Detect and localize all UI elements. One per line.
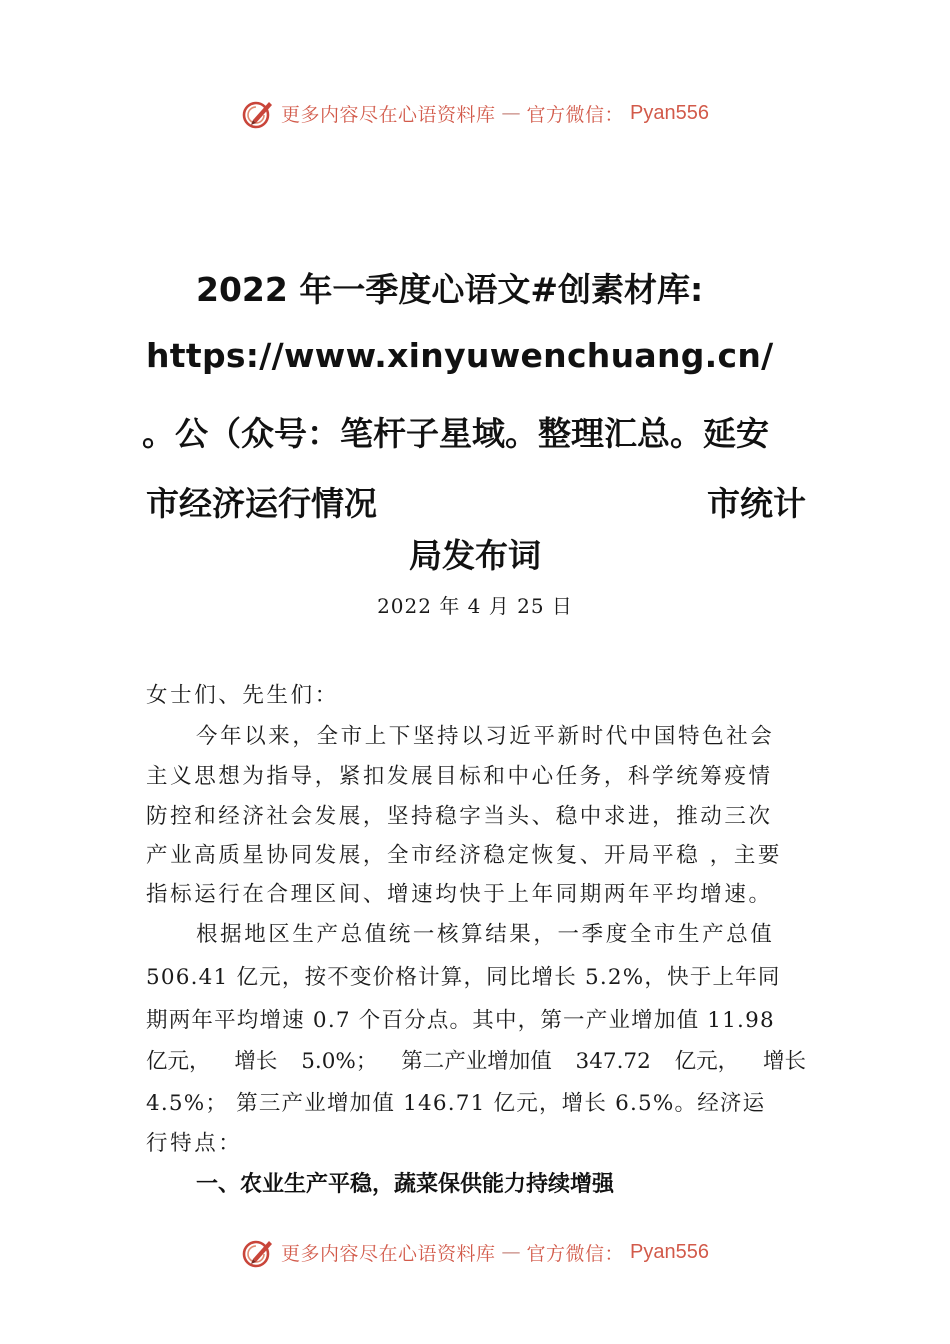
title-line-4-left: 市经济运行情况 [146,484,377,523]
watermark-id: Pyan556 [630,101,709,124]
paragraph-2-line: 行特点： [146,1131,243,1156]
greeting: 女士们、先生们： [146,683,339,708]
section-heading: 一、农业生产平稳，蔬菜保供能力持续增强 [196,1172,615,1197]
paragraph-2-line [146,1047,806,1077]
title-line-3: 。公（众号：笔杆子星域。整理汇总。延安 [142,414,769,453]
title-line-4-right: 市统计 [707,484,806,523]
title-line-2: https://www.xinyuwenchuang.cn/ [146,336,774,375]
watermark-separator: — [501,1241,521,1263]
text-segment: 增长 [762,1049,806,1074]
paragraph-2-line: 根据地区生产总值统一核算结果，一季度全市生产总值 [196,922,775,947]
paragraph-1-line: 主义思想为指导，紧扣发展目标和中心任务，科学统筹疫情 [146,764,773,789]
watermark-separator: — [501,102,521,124]
footer-watermark [0,1232,950,1272]
text-segment: 5.0%； [301,1049,378,1074]
paragraph-2-line: 4.5%； 第三产业增加值 146.71 亿元，增长 6.5%。经济运 [146,1091,766,1116]
watermark-label: 官方微信： [526,103,625,126]
watermark-text: 更多内容尽在心语资料库 [281,103,496,126]
watermark-id: Pyan556 [630,1240,709,1263]
paragraph-1-line: 今年以来，全市上下坚持以习近平新时代中国特色社会 [196,724,775,749]
title-line-4 [146,478,806,525]
text-segment: 亿元， [146,1049,211,1074]
header-watermark [0,93,950,133]
text-segment: 增长 [234,1049,278,1074]
paragraph-2-line: 506.41 亿元，按不变价格计算，同比增长 5.2%，快于上年同 [146,965,781,990]
paragraph-1-line: 防控和经济社会发展，坚持稳字当头、稳中求进，推动三次 [146,804,773,829]
text-segment: 亿元， [674,1049,740,1074]
publish-date: 2022 年 4 月 25 日 [377,594,573,618]
paragraph-1-line: 产业高质星协同发展，全市经济稳定恢复、开局平稳 ，主要 [146,843,783,868]
watermark-text: 更多内容尽在心语资料库 [281,1242,496,1265]
pen-logo-icon [241,96,275,130]
paragraph-2-line: 期两年平均增速 0.7 个百分点。其中，第一产业增加值 11.98 [146,1008,775,1033]
watermark-label: 官方微信： [526,1242,625,1265]
title-line-1: 2022 年一季度心语文#创素材库: [196,270,704,309]
text-segment: 第二产业增加值 [401,1049,552,1074]
text-segment: 347.72 [575,1049,651,1074]
paragraph-1-line: 指标运行在合理区间、增速均快于上年同期两年平均增速。 [146,882,773,907]
pen-logo-icon [241,1235,275,1269]
title-line-5: 局发布词 [409,536,541,575]
